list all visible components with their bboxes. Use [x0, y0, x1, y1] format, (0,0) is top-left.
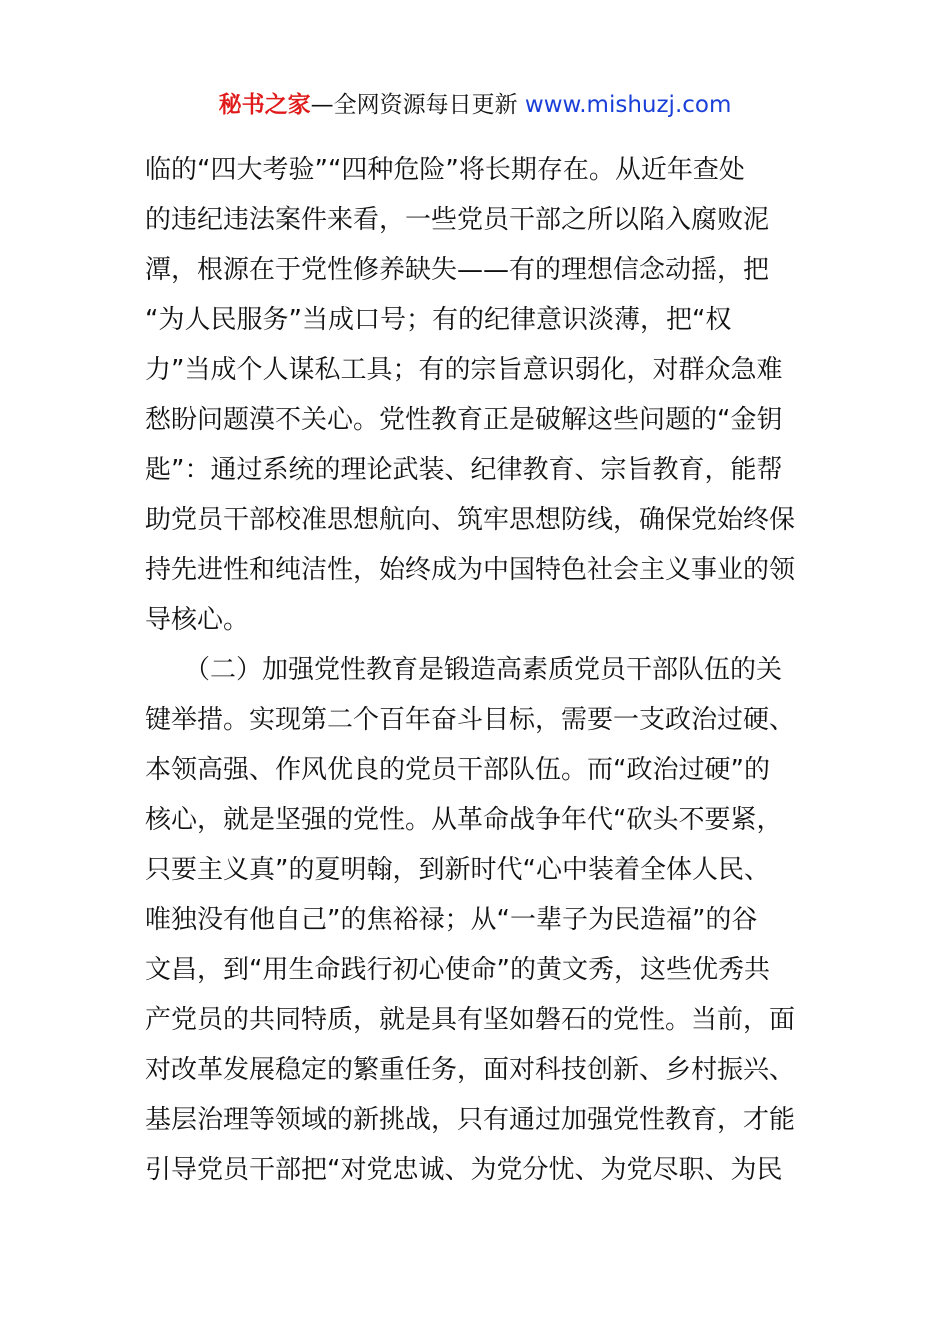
page-header: [0, 88, 950, 122]
text-line: 力”当成个人谋私工具；有的宗旨意识弱化，对群众急难: [145, 355, 783, 385]
document-body: [145, 145, 809, 1195]
text-line: 临的“四大考验”“四种危险”将长期存在。从近年查处: [145, 155, 745, 185]
text-line: 潭，根源在于党性修养缺失——有的理想信念动摇，把: [145, 255, 770, 285]
text-line: 唯独没有他自己”的焦裕禄；从“一辈子为民造福”的谷: [145, 905, 758, 935]
text-line: 引导党员干部把“对党忠诚、为党分忧、为党尽职、为民: [145, 1155, 783, 1185]
header-tagline: —全网资源每日更新: [310, 92, 525, 118]
text-line: 导核心。: [145, 605, 250, 635]
paragraph-heading-line: （二）加强党性教育是锻造高素质党员干部队伍的关: [145, 655, 783, 685]
text-line: 文昌，到“用生命践行初心使命”的黄文秀，这些优秀共: [145, 955, 770, 985]
header-url-link[interactable]: www.mishuzj.com: [524, 92, 732, 118]
header-brand: 秘书之家: [218, 92, 311, 118]
text-line: 愁盼问题漠不关心。党性教育正是破解这些问题的“金钥: [145, 405, 783, 435]
text-line: “为人民服务”当成口号；有的纪律意识淡薄，把“权: [145, 305, 732, 335]
text-line: 匙”：通过系统的理论武装、纪律教育、宗旨教育，能帮: [145, 455, 783, 485]
text-line: 核心，就是坚强的党性。从革命战争年代“砍头不要紧，: [145, 805, 783, 835]
text-line: 本领高强、作风优良的党员干部队伍。而“政治过硬”的: [145, 755, 770, 785]
text-line: 只要主义真”的夏明翰，到新时代“心中装着全体人民、: [145, 855, 770, 885]
text-line: 助党员干部校准思想航向、筑牢思想防线，确保党始终保: [145, 505, 796, 535]
text-line: 持先进性和纯洁性，始终成为中国特色社会主义事业的领: [145, 555, 796, 585]
text-line: 对改革发展稳定的繁重任务，面对科技创新、乡村振兴、: [145, 1055, 796, 1085]
text-line: 产党员的共同特质，就是具有坚如磐石的党性。当前，面: [145, 1005, 796, 1035]
text-line: 键举措。实现第二个百年奋斗目标，需要一支政治过硬、: [145, 705, 796, 735]
text-line: 的违纪违法案件来看，一些党员干部之所以陷入腐败泥: [145, 205, 770, 235]
text-line: 基层治理等领域的新挑战，只有通过加强党性教育，才能: [145, 1105, 796, 1135]
